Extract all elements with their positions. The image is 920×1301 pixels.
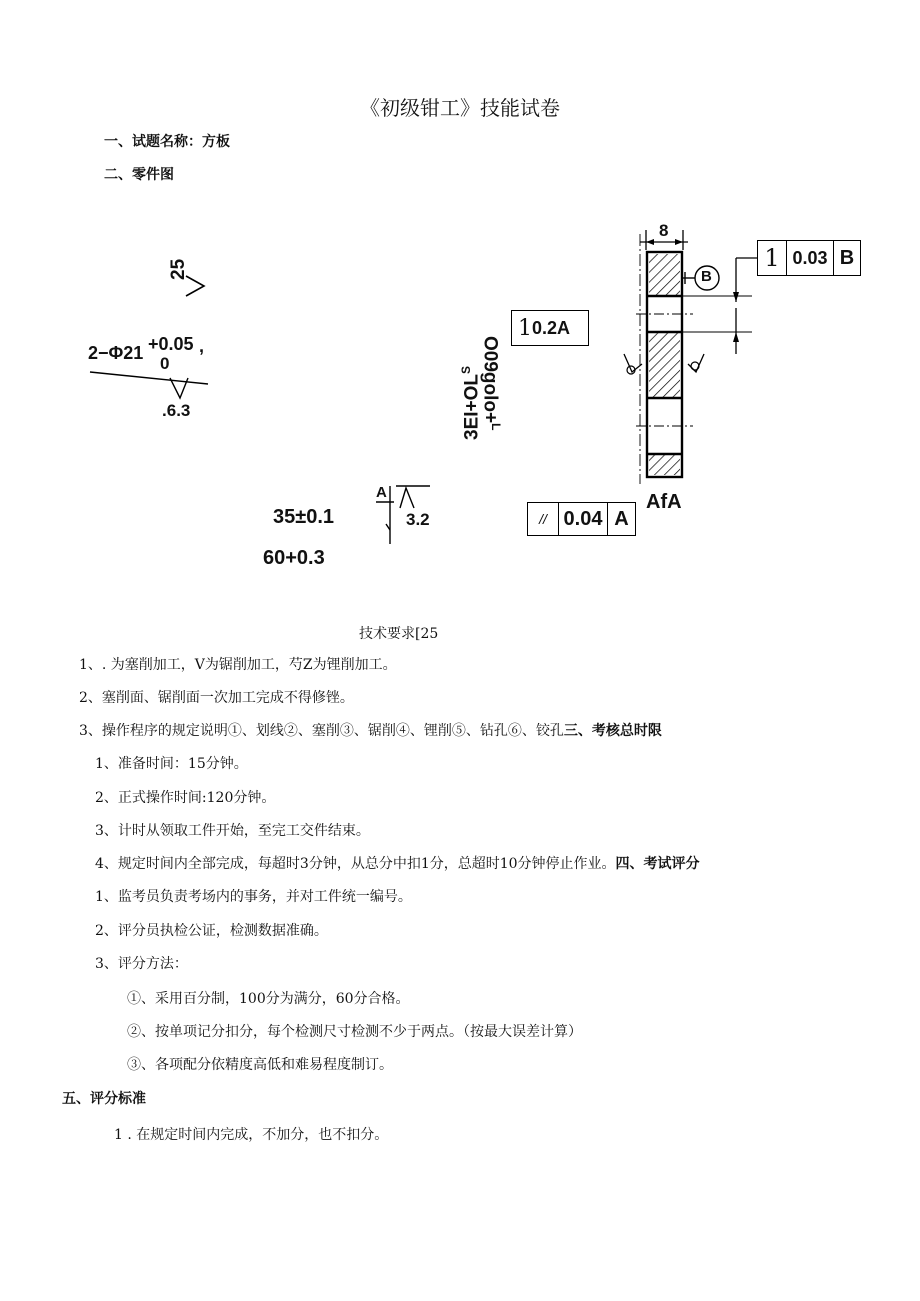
parallelism-symbol: // bbox=[528, 503, 559, 535]
score-item: 1、监考员负责考场内的事务，并对工件统一编号。 bbox=[95, 889, 412, 905]
time-item: 2、正式操作时间:120分钟。 bbox=[95, 790, 276, 806]
time-item-4-text: 4、规定时间内全部完成，每超时3分钟，从总分中扣1分，总超时10分钟停止作业。 bbox=[95, 856, 616, 872]
section-2-heading: 二、零件图 bbox=[104, 167, 174, 183]
parallelism-frame bbox=[527, 502, 636, 536]
section-1-heading: 一、试题名称：方板 bbox=[104, 134, 230, 150]
datum-a-label: A bbox=[376, 484, 387, 501]
hole-leader-line bbox=[88, 364, 213, 424]
perpendicularity-b-datum: B bbox=[839, 246, 855, 269]
dimension-8: 8 bbox=[659, 221, 669, 240]
hole-tolerance-upper: +0.05 bbox=[148, 334, 194, 354]
section-5-heading: 五、评分标准 bbox=[62, 1091, 146, 1107]
parallelism-value: 0.04 bbox=[559, 503, 608, 535]
hole-spec: 2−Φ21 bbox=[88, 343, 144, 363]
perpendicularity-frame bbox=[511, 310, 589, 346]
time-item: 1、准备时间：15分钟。 bbox=[95, 756, 248, 772]
rotated-dimension-b-sup: S bbox=[459, 365, 473, 374]
datum-b-label: B bbox=[701, 268, 712, 285]
roughness-25-symbol bbox=[184, 272, 208, 302]
requirement-item: 1、. 为塞削加工，V为锯削加工，芍Z为锂削加工。 bbox=[79, 657, 397, 673]
perpendicularity-b-value: 0.03 bbox=[787, 241, 834, 275]
roughness-6-3-value: 6.3 bbox=[166, 401, 191, 420]
requirement-item-3 bbox=[79, 720, 662, 740]
dimension-60: 60+0.3 bbox=[263, 547, 325, 569]
perpendicularity-b-frame bbox=[757, 240, 861, 276]
rotated-dimension-a-text: O09golo+ bbox=[479, 336, 501, 424]
requirement-item-3-text: 3、操作程序的规定说明①、划线②、塞削③、锯削④、锂削⑤、钻孔⑥、铰孔 bbox=[79, 723, 564, 739]
roughness-6-3-label: .6.3 bbox=[162, 401, 191, 420]
dimension-35: 35±0.1 bbox=[273, 506, 335, 528]
rotated-dimension-b bbox=[459, 366, 483, 440]
score-sub-item: ①、采用百分制，100分为满分，60分合格。 bbox=[127, 991, 410, 1007]
section-4-heading: 四、考试评分 bbox=[615, 856, 700, 872]
section-label-afa: AfA bbox=[646, 491, 682, 513]
side-view-drawing bbox=[600, 222, 760, 492]
time-item-4 bbox=[95, 853, 700, 873]
perpendicularity-value: 0.2A bbox=[532, 317, 571, 338]
score-item: 2、评分员执检公证，检测数据准确。 bbox=[95, 923, 328, 939]
tech-requirements-heading: 技术要求[25 bbox=[359, 626, 439, 642]
score-item: 3、评分方法： bbox=[95, 956, 188, 972]
time-item: 3、计时从领取工件开始，至完工交件结束。 bbox=[95, 823, 370, 839]
score-sub-item: ②、按单项记分扣分，每个检测尺寸检测不少于两点。（按最大误差计算） bbox=[127, 1024, 582, 1040]
page-title: 《初级钳工》技能试卷 bbox=[360, 96, 560, 120]
roughness-25-label: 25 bbox=[168, 258, 189, 280]
perpendicularity-b-symbol: 1 bbox=[758, 241, 787, 275]
section-3-heading: 三、考核总时限 bbox=[563, 723, 662, 739]
hole-tolerance-lower: 0 bbox=[160, 354, 170, 373]
parallelism-datum: A bbox=[614, 507, 629, 530]
requirement-item: 2、塞削面、锯削面一次加工完成不得修锉。 bbox=[79, 690, 354, 706]
rotated-dimension-a-sub: L bbox=[489, 423, 503, 431]
hole-tolerance-sep: , bbox=[199, 336, 205, 356]
score-sub-item: ③、各项配分依精度高低和难易程度制订。 bbox=[127, 1057, 393, 1073]
perpendicularity-symbol: 1 bbox=[518, 315, 532, 341]
rotated-dimension-b-text: 3EI+OL bbox=[461, 374, 483, 440]
standard-item: 1 . 在规定时间内完成，不加分，也不扣分。 bbox=[114, 1127, 389, 1143]
roughness-3-2-value: 3.2 bbox=[406, 510, 430, 529]
